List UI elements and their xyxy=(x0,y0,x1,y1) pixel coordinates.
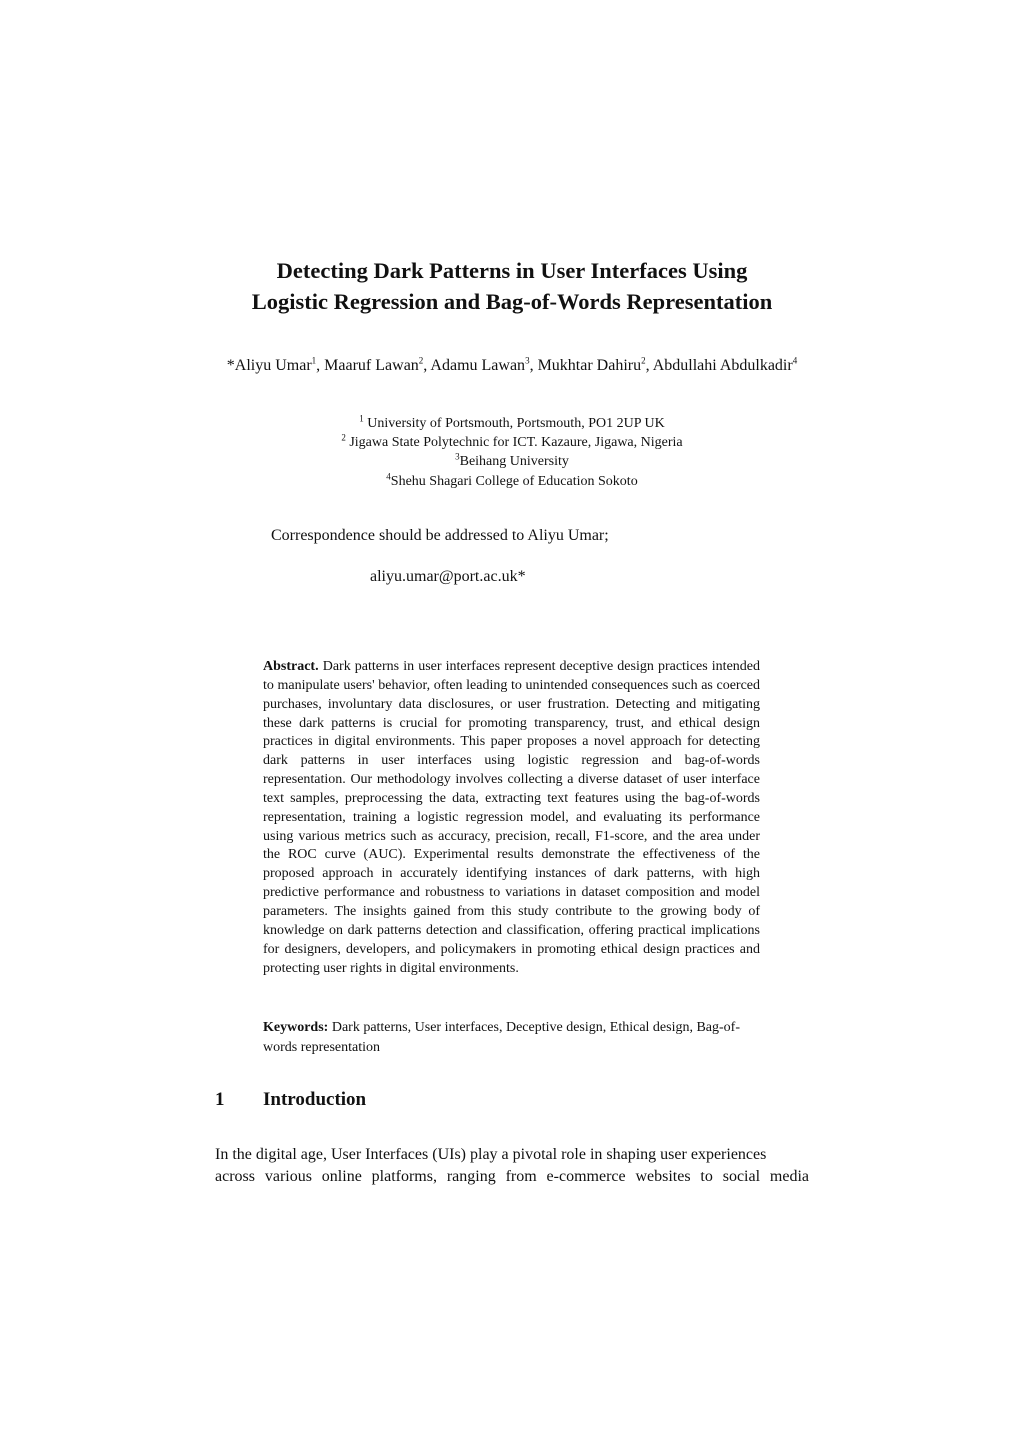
author: Mukhtar Dahiru$^2$, xyxy=(537,355,653,374)
author: Maaruf Lawan$^2$, xyxy=(324,355,431,374)
abstract-label: Abstract. xyxy=(263,659,319,674)
affiliation-list xyxy=(200,414,824,491)
affiliation: $^1$ University of Portsmouth, Portsmouth, PO1 2UP UK xyxy=(359,413,665,431)
introduction-paragraph xyxy=(215,1144,809,1187)
paragraph-line: across various online platforms, ranging from e-commerce websites to social media xyxy=(215,1167,809,1185)
affiliation: $^3$Beihang University xyxy=(455,451,569,470)
correspondence-email: aliyu.umar@port.ac.uk* xyxy=(370,568,526,585)
keywords-text: Dark patterns, User interfaces, Deceptive design, Ethical design, Bag-of-words representation xyxy=(263,1020,741,1055)
affiliation: $^4$Shehu Shagari College of Education Sokoto xyxy=(386,470,638,489)
section-title: Introduction xyxy=(263,1089,367,1110)
author: *Aliyu Umar$^1$, xyxy=(226,355,325,374)
paragraph-line: In the digital age, User Interfaces (UIs) play a pivotal role in shaping user experiences xyxy=(215,1146,767,1163)
author: Adamu Lawan$^3$, xyxy=(430,355,538,374)
author-list xyxy=(150,356,874,376)
author: Abdullahi Abdulkadir$^4$ xyxy=(652,355,798,374)
keywords-label: Keywords: xyxy=(263,1020,329,1035)
keywords xyxy=(263,1018,760,1057)
abstract xyxy=(263,658,760,978)
title-line-2: Logistic Regression and Bag-of-Words Representation xyxy=(251,289,773,314)
affiliation: $^2$ Jigawa State Polytechnic for ICT. Kazaure, Jigawa, Nigeria xyxy=(341,432,683,451)
title-line-1: Detecting Dark Patterns in User Interfaces Using xyxy=(276,258,748,283)
section-number: 1 xyxy=(215,1089,225,1110)
section-heading-introduction xyxy=(215,1088,366,1112)
paper-title xyxy=(160,255,864,317)
correspondence-note: Correspondence should be addressed to Aliyu Umar; xyxy=(271,527,609,544)
abstract-text: Dark patterns in user interfaces represent deceptive design practices intended to manipulate users' behavior, often leading to unintended consequences such as coerced purchases, involuntary data disclosures, or user frustration. Detecting and mitigating these dark patterns is crucial for promoting transparency, trust, and ethical design practices in digital environments. This paper proposes a novel approach for detecting dark patterns in user interfaces using logistic regression and bag-of-words representation. Our methodology involves collecting a diverse dataset of user interface text samples, preprocessing the data, extracting text features using the bag-of-words representation, training a logistic regression model, and evaluating its performance using various metrics such as accuracy, precision, recall, F1-score, and the area under the ROC curve (AUC). Experimental results demonstrate the effectiveness of the proposed approach in accurately identifying instances of dark patterns, with high predictive performance and robustness to variations in dataset composition and model parameters. The insights gained from this study contribute to the growing body of knowledge on dark patterns detection and classification, offering practical implications for designers, developers, and policymakers in promoting ethical design practices and protecting user rights in digital environments. xyxy=(263,659,760,976)
